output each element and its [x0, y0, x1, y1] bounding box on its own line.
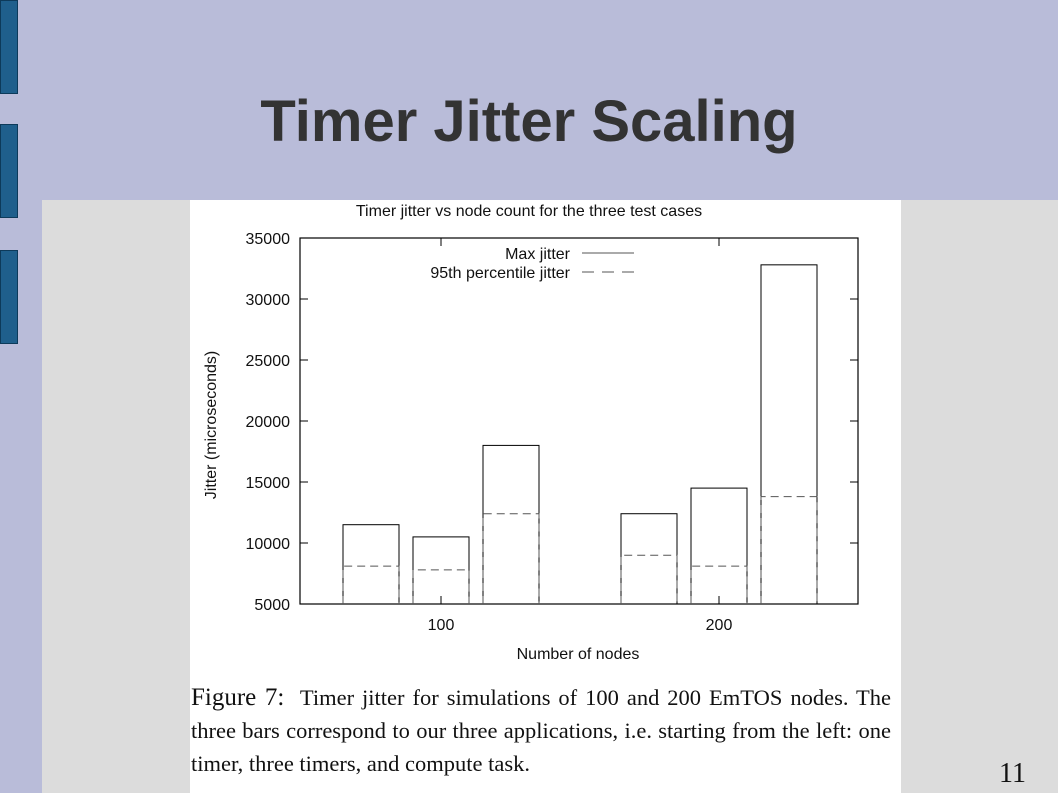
page-number: 11	[999, 758, 1026, 789]
legend-label-max: Max jitter	[505, 246, 570, 263]
y-tick-label-15000: 15000	[245, 475, 290, 492]
bar-p95-200-1	[621, 555, 677, 604]
caption-label: Figure 7:	[191, 684, 285, 711]
x-axis-label: Number of nodes	[516, 646, 640, 663]
bar-p95-100-1	[343, 566, 399, 604]
x-tick-label-200: 200	[705, 617, 733, 634]
y-tick-label-25000: 25000	[245, 353, 290, 370]
y-tick-label-30000: 30000	[245, 292, 290, 309]
side-tab-3	[0, 250, 18, 344]
bar-p95-200-3	[761, 497, 817, 604]
chart-title: Timer jitter vs node count for the three test cases	[355, 203, 703, 220]
slide-title: Timer Jitter Scaling	[260, 89, 798, 154]
y-tick-label-20000: 20000	[245, 414, 290, 431]
caption-text: Timer jitter for simulations of 100 and 200 EmTOS nodes. The three bars correspond to our three applications, i.e. starting from the left: one timer, three timers, and compute task.	[191, 685, 892, 776]
bar-max-200-3	[761, 265, 817, 604]
figure-panel	[190, 200, 901, 793]
bar-max-100-2	[413, 537, 469, 604]
y-tick-label-10000: 10000	[245, 536, 290, 553]
plot-frame	[300, 238, 858, 604]
bar-max-100-1	[343, 525, 399, 604]
x-tick-label-100: 100	[427, 617, 455, 634]
y-tick-label-35000: 35000	[245, 231, 290, 248]
figure-caption	[190, 681, 901, 780]
y-tick-label-5000: 5000	[254, 597, 290, 614]
bar-max-100-3	[483, 445, 539, 604]
bar-p95-100-3	[483, 514, 539, 604]
bar-max-200-2	[691, 488, 747, 604]
bar-max-200-1	[621, 514, 677, 604]
jitter-chart	[190, 200, 901, 680]
side-tab-1	[0, 0, 18, 94]
y-axis-label: Jitter (microseconds)	[203, 350, 220, 500]
legend-label-p95: 95th percentile jitter	[430, 265, 570, 282]
